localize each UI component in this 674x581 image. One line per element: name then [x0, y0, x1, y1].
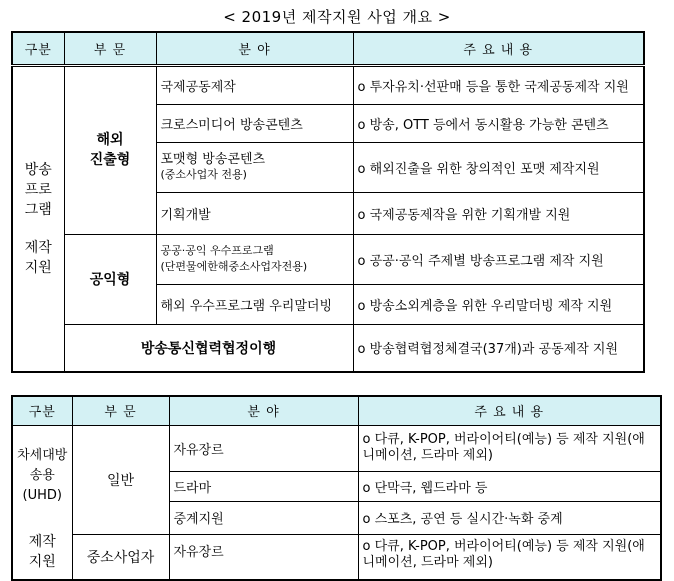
- content-cell: o 다큐, K-POP, 버라이어티(예능) 등 제작 지원(애니메이션, 드라마 제외): [358, 534, 661, 580]
- table-row: [12, 65, 644, 104]
- field-cell: 드라마: [169, 471, 358, 501]
- division-overseas: 해외 진출형: [64, 65, 156, 234]
- field-cell: 공공·공익 우수프로그램 (단편물에한해중소사업자전용): [156, 234, 353, 284]
- page-title: < 2019년 제작지원 사업 개요 >: [223, 8, 451, 26]
- field-cell: 국제공동제작: [156, 65, 353, 104]
- field-cell: 자유장르: [169, 534, 358, 580]
- header-category: 구분: [12, 396, 72, 425]
- table-header-row: [12, 32, 644, 65]
- field-cell: 크로스미디어 방송콘텐츠: [156, 104, 353, 142]
- table-row: [12, 324, 644, 372]
- division-sme: 중소사업자: [72, 534, 169, 580]
- header-division: 부 문: [72, 396, 169, 425]
- content-cell: o 단막극, 웹드라마 등: [358, 471, 661, 501]
- content-cell: o 국제공동제작을 위한 기획개발 지원: [353, 192, 644, 234]
- header-content: 주 요 내 용: [353, 32, 644, 65]
- content-cell: o 방송소외계층을 위한 우리말더빙 제작 지원: [353, 284, 644, 324]
- table-row: [12, 425, 661, 471]
- content-cell: o 다큐, K-POP, 버라이어티(예능) 등 제작 지원(애니메이션, 드라마 제외): [358, 425, 661, 471]
- content-cell: o 해외진출을 위한 창의적인 포맷 제작지원: [353, 142, 644, 192]
- content-cell: o 방송, OTT 등에서 동시활용 가능한 콘텐츠: [353, 104, 644, 142]
- content-cell: o 방송협력협정체결국(37개)과 공동제작 지원: [353, 324, 644, 372]
- header-field: 분 야: [156, 32, 353, 65]
- content-cell: o 공공·공익 주제별 방송프로그램 제작 지원: [353, 234, 644, 284]
- header-division: 부 문: [64, 32, 156, 65]
- table-row: [12, 534, 661, 580]
- support-table-uhd: [11, 395, 662, 581]
- division-general: 일반: [72, 425, 169, 534]
- header-field: 분 야: [169, 396, 358, 425]
- table-row: [12, 234, 644, 284]
- field-cell: 포맷형 방송콘텐츠 (중소사업자 전용): [156, 142, 353, 192]
- content-cell: o 스포츠, 공연 등 실시간·녹화 중계: [358, 501, 661, 534]
- table-header-row: [12, 396, 661, 425]
- header-content: 주 요 내 용: [358, 396, 661, 425]
- header-category: 구분: [12, 32, 64, 65]
- content-cell: o 투자유치·선판매 등을 통한 국제공동제작 지원: [353, 65, 644, 104]
- field-cell: 기획개발: [156, 192, 353, 234]
- category-broadcast-program: 방송 프로 그램 제작 지원: [12, 65, 64, 372]
- division-agreement: 방송통신협력협정이행: [64, 324, 353, 372]
- support-table-broadcast: [11, 31, 645, 373]
- field-cell: 해외 우수프로그램 우리말더빙: [156, 284, 353, 324]
- field-cell: 자유장르: [169, 425, 358, 471]
- field-cell: 중계지원: [169, 501, 358, 534]
- category-uhd: 차세대방송용 (UHD) 제작 지원: [12, 425, 72, 580]
- division-public: 공익형: [64, 234, 156, 324]
